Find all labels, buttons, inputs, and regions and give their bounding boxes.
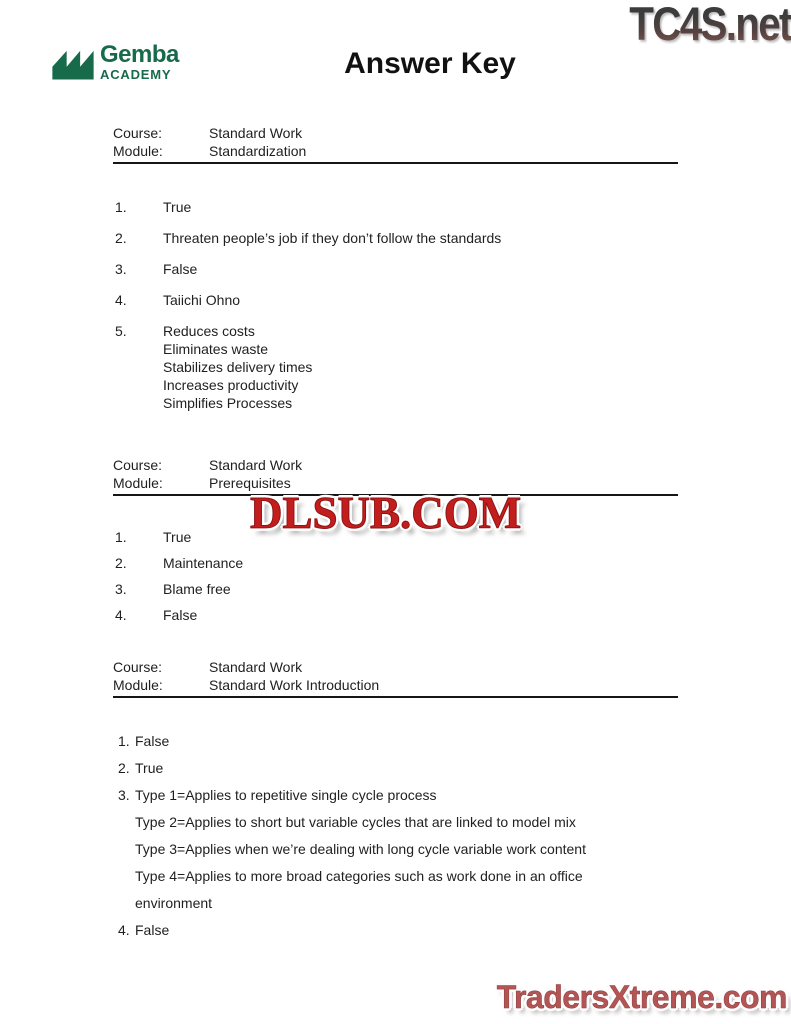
module-row xyxy=(113,142,678,160)
answer-line: Reduces costs xyxy=(163,323,255,339)
answer-line: Blame free xyxy=(163,581,231,597)
gemba-academy-logo xyxy=(50,41,179,83)
answer-item xyxy=(113,554,678,572)
answer-number: 1. xyxy=(115,529,127,545)
answer-line: True xyxy=(163,529,192,545)
answer-number: 2. xyxy=(115,555,127,571)
answer-number: 4. xyxy=(115,607,127,623)
answer-line: False xyxy=(163,261,198,277)
answer-line: Taiichi Ohno xyxy=(163,292,241,308)
module-row xyxy=(113,676,678,694)
section-prerequisites xyxy=(113,456,678,632)
logo-text xyxy=(100,43,179,81)
answer-line: False xyxy=(135,922,170,938)
module-value: Prerequisites xyxy=(209,475,291,491)
answer-number: 3. xyxy=(115,261,127,277)
answer-line: Stabilizes delivery times xyxy=(163,359,313,375)
answer-item xyxy=(113,291,678,309)
answer-line: True xyxy=(135,760,164,776)
watermark-tradersxtreme: TradersXtreme.com xyxy=(496,979,787,1015)
answer-item xyxy=(113,782,678,917)
answer-list xyxy=(113,198,678,412)
answer-line: Type 4=Applies to more broad categories such as work done in an office xyxy=(135,868,583,884)
answer-item xyxy=(113,917,678,944)
watermark-tc4s: TC4S.net xyxy=(630,0,791,51)
answer-number: 3. xyxy=(118,787,130,803)
answer-line: Type 2=Applies to short but variable cycles that are linked to model mix xyxy=(135,814,576,830)
factory-icon xyxy=(50,41,96,83)
course-label: Course: xyxy=(113,125,163,141)
answer-line: Type 1=Applies to repetitive single cycle process xyxy=(135,787,437,803)
answer-item xyxy=(113,728,678,755)
answer-list xyxy=(113,528,678,624)
logo-name: Gemba xyxy=(100,41,179,68)
answer-item xyxy=(113,580,678,598)
logo-subtitle: ACADEMY xyxy=(100,67,172,82)
module-value: Standardization xyxy=(209,143,307,159)
answer-number: 5. xyxy=(115,323,127,339)
course-value: Standard Work xyxy=(209,125,303,141)
course-label: Course: xyxy=(113,659,163,675)
course-row xyxy=(113,456,678,474)
answer-item xyxy=(113,229,678,247)
module-value: Standard Work Introduction xyxy=(209,677,380,693)
answer-item xyxy=(113,606,678,624)
course-row xyxy=(113,658,678,676)
answer-number: 4. xyxy=(115,292,127,308)
section-rule xyxy=(113,162,678,164)
answer-line: False xyxy=(135,733,170,749)
course-value: Standard Work xyxy=(209,659,303,675)
answer-line: environment xyxy=(135,895,213,911)
answer-item xyxy=(113,322,678,412)
module-label: Module: xyxy=(113,677,163,693)
module-label: Module: xyxy=(113,143,163,159)
watermark-dlsub: DLSUB.COM xyxy=(250,488,522,538)
answer-list xyxy=(113,728,678,944)
section-rule xyxy=(113,696,678,698)
answer-line: False xyxy=(163,607,198,623)
answer-item xyxy=(113,755,678,782)
answer-item xyxy=(113,260,678,278)
answer-number: 4. xyxy=(118,922,130,938)
answer-line: Eliminates waste xyxy=(163,341,269,357)
answer-number: 2. xyxy=(118,760,130,776)
answer-line: Maintenance xyxy=(163,555,244,571)
answer-item xyxy=(113,198,678,216)
answer-line: Increases productivity xyxy=(163,377,299,393)
answer-line: True xyxy=(163,199,192,215)
section-standardization xyxy=(113,124,678,425)
section-standard-work-introduction xyxy=(113,658,678,944)
course-label: Course: xyxy=(113,457,163,473)
answer-number: 3. xyxy=(115,581,127,597)
answer-number: 1. xyxy=(115,199,127,215)
answer-line: Threaten people’s job if they don’t follow the standards xyxy=(163,230,502,246)
page-title: Answer Key xyxy=(344,47,516,80)
answer-line: Simplifies Processes xyxy=(163,395,293,411)
answer-number: 1. xyxy=(118,733,130,749)
course-value: Standard Work xyxy=(209,457,303,473)
answer-number: 2. xyxy=(115,230,127,246)
module-label: Module: xyxy=(113,475,163,491)
course-row xyxy=(113,124,678,142)
answer-line: Type 3=Applies when we’re dealing with long cycle variable work content xyxy=(135,841,586,857)
